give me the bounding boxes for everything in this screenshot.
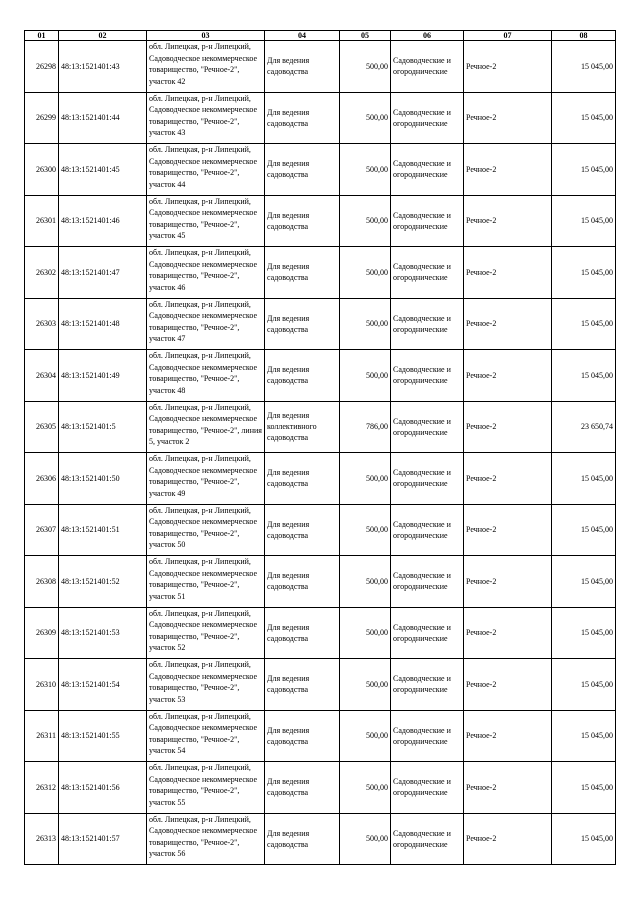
area-cell: 500,00 bbox=[340, 298, 391, 350]
address-text: обл. Липецкая, р-н Липецкий, Садоводческое некоммерческое товарищество, "Речное-2", участок 47 bbox=[149, 299, 258, 344]
address-text: обл. Липецкая, р-н Липецкий, Садоводческое некоммерческое товарищество, "Речное-2", линия 5, участок 2 bbox=[149, 402, 262, 447]
row-number-cell: 26302 bbox=[25, 247, 59, 299]
settlement-name-cell: Речное-2 bbox=[464, 607, 552, 659]
table-row bbox=[25, 144, 616, 196]
table-row bbox=[25, 762, 616, 814]
address-text: обл. Липецкая, р-н Липецкий, Садоводческое некоммерческое товарищество, "Речное-2", участок 54 bbox=[149, 711, 258, 756]
category-cell: Садоводческие и огороднические bbox=[391, 195, 464, 247]
category-cell: Садоводческие и огороднические bbox=[391, 247, 464, 299]
address-text: обл. Липецкая, р-н Липецкий, Садоводческое некоммерческое товарищество, "Речное-2", участок 51 bbox=[149, 557, 258, 601]
address-text: обл. Липецкая, р-н Липецкий, Садоводческое некоммерческое товарищество, "Речное-2", участок 45 bbox=[149, 196, 258, 241]
table-row bbox=[25, 813, 616, 865]
category-cell: Садоводческие и огороднические bbox=[391, 659, 464, 711]
settlement-name-cell: Речное-2 bbox=[464, 813, 552, 865]
cadastral-value-cell: 15 045,00 bbox=[552, 144, 616, 196]
cadastral-number-cell: 48:13:1521401:50 bbox=[59, 453, 147, 505]
address-text: обл. Липецкая, р-н Липецкий, Садоводческое некоммерческое товарищество, "Речное-2", участок 42 bbox=[149, 42, 258, 86]
area-cell: 500,00 bbox=[340, 453, 391, 505]
area-cell: 500,00 bbox=[340, 41, 391, 93]
address-cell bbox=[147, 762, 265, 814]
cadastral-number-cell: 48:13:1521401:51 bbox=[59, 504, 147, 556]
address-cell bbox=[147, 659, 265, 711]
row-number-cell: 26306 bbox=[25, 453, 59, 505]
settlement-name-cell: Речное-2 bbox=[464, 453, 552, 505]
row-number-cell: 26307 bbox=[25, 504, 59, 556]
table-row bbox=[25, 247, 616, 299]
settlement-name-cell: Речное-2 bbox=[464, 350, 552, 402]
cadastral-value-cell: 15 045,00 bbox=[552, 350, 616, 402]
address-text: обл. Липецкая, р-н Липецкий, Садоводческое некоммерческое товарищество, "Речное-2", участок 48 bbox=[149, 351, 258, 395]
cadastral-value-cell: 15 045,00 bbox=[552, 659, 616, 711]
address-cell bbox=[147, 41, 265, 93]
area-cell: 786,00 bbox=[340, 401, 391, 453]
settlement-name-cell: Речное-2 bbox=[464, 762, 552, 814]
address-cell bbox=[147, 144, 265, 196]
table-row bbox=[25, 401, 616, 453]
table-row bbox=[25, 710, 616, 762]
column-header: 07 bbox=[464, 31, 552, 41]
settlement-name-cell: Речное-2 bbox=[464, 401, 552, 453]
permitted-use-cell: Для ведения садоводства bbox=[265, 659, 340, 711]
settlement-name-cell: Речное-2 bbox=[464, 144, 552, 196]
area-cell: 500,00 bbox=[340, 504, 391, 556]
settlement-name-cell: Речное-2 bbox=[464, 92, 552, 144]
settlement-name-cell: Речное-2 bbox=[464, 195, 552, 247]
row-number-cell: 26299 bbox=[25, 92, 59, 144]
cadastral-number-cell: 48:13:1521401:53 bbox=[59, 607, 147, 659]
address-text: обл. Липецкая, р-н Липецкий, Садоводческое некоммерческое товарищество, "Речное-2", участок 56 bbox=[149, 814, 258, 859]
address-text: обл. Липецкая, р-н Липецкий, Садоводческое некоммерческое товарищество, "Речное-2", участок 44 bbox=[149, 145, 258, 189]
category-cell: Садоводческие и огороднические bbox=[391, 504, 464, 556]
cadastral-value-cell: 23 650,74 bbox=[552, 401, 616, 453]
settlement-name-cell: Речное-2 bbox=[464, 710, 552, 762]
table-row bbox=[25, 659, 616, 711]
permitted-use-cell: Для ведения садоводства bbox=[265, 504, 340, 556]
area-cell: 500,00 bbox=[340, 659, 391, 711]
cadastral-value-cell: 15 045,00 bbox=[552, 453, 616, 505]
area-cell: 500,00 bbox=[340, 350, 391, 402]
table-row bbox=[25, 504, 616, 556]
permitted-use-cell: Для ведения садоводства bbox=[265, 556, 340, 608]
category-cell: Садоводческие и огороднические bbox=[391, 556, 464, 608]
row-number-cell: 26309 bbox=[25, 607, 59, 659]
row-number-cell: 26312 bbox=[25, 762, 59, 814]
area-cell: 500,00 bbox=[340, 607, 391, 659]
cadastral-value-cell: 15 045,00 bbox=[552, 504, 616, 556]
row-number-cell: 26311 bbox=[25, 710, 59, 762]
area-cell: 500,00 bbox=[340, 195, 391, 247]
area-cell: 500,00 bbox=[340, 556, 391, 608]
column-header: 04 bbox=[265, 31, 340, 41]
cadastral-value-cell: 15 045,00 bbox=[552, 710, 616, 762]
cadastral-number-cell: 48:13:1521401:5 bbox=[59, 401, 147, 453]
column-header: 03 bbox=[147, 31, 265, 41]
address-text: обл. Липецкая, р-н Липецкий, Садоводческое некоммерческое товарищество, "Речное-2", участок 55 bbox=[149, 763, 258, 807]
header-row bbox=[25, 31, 616, 41]
column-header: 06 bbox=[391, 31, 464, 41]
permitted-use-cell: Для ведения садоводства bbox=[265, 144, 340, 196]
cadastral-value-cell: 15 045,00 bbox=[552, 92, 616, 144]
settlement-name-cell: Речное-2 bbox=[464, 298, 552, 350]
table-row bbox=[25, 92, 616, 144]
settlement-name-cell: Речное-2 bbox=[464, 41, 552, 93]
settlement-name-cell: Речное-2 bbox=[464, 247, 552, 299]
category-cell: Садоводческие и огороднические bbox=[391, 607, 464, 659]
category-cell: Садоводческие и огороднические bbox=[391, 401, 464, 453]
cadastral-number-cell: 48:13:1521401:49 bbox=[59, 350, 147, 402]
cadastral-number-cell: 48:13:1521401:44 bbox=[59, 92, 147, 144]
area-cell: 500,00 bbox=[340, 710, 391, 762]
category-cell: Садоводческие и огороднические bbox=[391, 350, 464, 402]
area-cell: 500,00 bbox=[340, 247, 391, 299]
category-cell: Садоводческие и огороднические bbox=[391, 298, 464, 350]
address-cell bbox=[147, 556, 265, 608]
address-cell bbox=[147, 247, 265, 299]
cadastral-value-cell: 15 045,00 bbox=[552, 247, 616, 299]
row-number-cell: 26303 bbox=[25, 298, 59, 350]
address-cell bbox=[147, 710, 265, 762]
row-number-cell: 26308 bbox=[25, 556, 59, 608]
category-cell: Садоводческие и огороднические bbox=[391, 41, 464, 93]
cadastral-value-cell: 15 045,00 bbox=[552, 607, 616, 659]
address-cell bbox=[147, 504, 265, 556]
cadastral-value-cell: 15 045,00 bbox=[552, 298, 616, 350]
address-cell bbox=[147, 453, 265, 505]
row-number-cell: 26300 bbox=[25, 144, 59, 196]
cadastral-number-cell: 48:13:1521401:48 bbox=[59, 298, 147, 350]
permitted-use-cell: Для ведения садоводства bbox=[265, 453, 340, 505]
address-text: обл. Липецкая, р-н Липецкий, Садоводческое некоммерческое товарищество, "Речное-2", участок 43 bbox=[149, 93, 258, 138]
address-text: обл. Липецкая, р-н Липецкий, Садоводческое некоммерческое товарищество, "Речное-2", участок 46 bbox=[149, 248, 258, 292]
table-row bbox=[25, 607, 616, 659]
address-text: обл. Липецкая, р-н Липецкий, Садоводческое некоммерческое товарищество, "Речное-2", участок 50 bbox=[149, 505, 258, 550]
cadastral-value-cell: 15 045,00 bbox=[552, 762, 616, 814]
area-cell: 500,00 bbox=[340, 144, 391, 196]
address-cell bbox=[147, 607, 265, 659]
category-cell: Садоводческие и огороднические bbox=[391, 144, 464, 196]
row-number-cell: 26313 bbox=[25, 813, 59, 865]
permitted-use-cell: Для ведения садоводства bbox=[265, 247, 340, 299]
cadastral-number-cell: 48:13:1521401:47 bbox=[59, 247, 147, 299]
table-row bbox=[25, 195, 616, 247]
row-number-cell: 26310 bbox=[25, 659, 59, 711]
category-cell: Садоводческие и огороднические bbox=[391, 453, 464, 505]
row-number-cell: 26298 bbox=[25, 41, 59, 93]
category-cell: Садоводческие и огороднические bbox=[391, 762, 464, 814]
address-text: обл. Липецкая, р-н Липецкий, Садоводческое некоммерческое товарищество, "Речное-2", участок 52 bbox=[149, 608, 258, 653]
address-cell bbox=[147, 813, 265, 865]
area-cell: 500,00 bbox=[340, 762, 391, 814]
permitted-use-cell: Для ведения садоводства bbox=[265, 41, 340, 93]
cadastral-number-cell: 48:13:1521401:57 bbox=[59, 813, 147, 865]
permitted-use-cell: Для ведения коллективного садоводства bbox=[265, 401, 340, 453]
cadastral-value-cell: 15 045,00 bbox=[552, 41, 616, 93]
column-header: 08 bbox=[552, 31, 616, 41]
settlement-name-cell: Речное-2 bbox=[464, 556, 552, 608]
permitted-use-cell: Для ведения садоводства bbox=[265, 710, 340, 762]
category-cell: Садоводческие и огороднические bbox=[391, 813, 464, 865]
row-number-cell: 26304 bbox=[25, 350, 59, 402]
cadastral-number-cell: 48:13:1521401:43 bbox=[59, 41, 147, 93]
table-row bbox=[25, 41, 616, 93]
permitted-use-cell: Для ведения садоводства bbox=[265, 298, 340, 350]
cadastral-value-cell: 15 045,00 bbox=[552, 195, 616, 247]
table-row bbox=[25, 350, 616, 402]
cadastral-value-cell: 15 045,00 bbox=[552, 556, 616, 608]
column-header: 01 bbox=[25, 31, 59, 41]
permitted-use-cell: Для ведения садоводства bbox=[265, 762, 340, 814]
settlement-name-cell: Речное-2 bbox=[464, 504, 552, 556]
row-number-cell: 26301 bbox=[25, 195, 59, 247]
address-text: обл. Липецкая, р-н Липецкий, Садоводческое некоммерческое товарищество, "Речное-2", участок 49 bbox=[149, 454, 258, 498]
table-row bbox=[25, 556, 616, 608]
category-cell: Садоводческие и огороднические bbox=[391, 92, 464, 144]
address-cell bbox=[147, 92, 265, 144]
cadastral-number-cell: 48:13:1521401:52 bbox=[59, 556, 147, 608]
cadastral-number-cell: 48:13:1521401:56 bbox=[59, 762, 147, 814]
table-row bbox=[25, 453, 616, 505]
column-header: 05 bbox=[340, 31, 391, 41]
permitted-use-cell: Для ведения садоводства bbox=[265, 350, 340, 402]
permitted-use-cell: Для ведения садоводства bbox=[265, 92, 340, 144]
column-header: 02 bbox=[59, 31, 147, 41]
cadastral-number-cell: 48:13:1521401:45 bbox=[59, 144, 147, 196]
permitted-use-cell: Для ведения садоводства bbox=[265, 607, 340, 659]
cadastral-number-cell: 48:13:1521401:46 bbox=[59, 195, 147, 247]
area-cell: 500,00 bbox=[340, 813, 391, 865]
cadastral-number-cell: 48:13:1521401:55 bbox=[59, 710, 147, 762]
address-cell bbox=[147, 298, 265, 350]
address-text: обл. Липецкая, р-н Липецкий, Садоводческое некоммерческое товарищество, "Речное-2", участок 53 bbox=[149, 660, 258, 704]
row-number-cell: 26305 bbox=[25, 401, 59, 453]
category-cell: Садоводческие и огороднические bbox=[391, 710, 464, 762]
permitted-use-cell: Для ведения садоводства bbox=[265, 195, 340, 247]
permitted-use-cell: Для ведения садоводства bbox=[265, 813, 340, 865]
settlement-name-cell: Речное-2 bbox=[464, 659, 552, 711]
address-cell bbox=[147, 350, 265, 402]
area-cell: 500,00 bbox=[340, 92, 391, 144]
cadastral-value-cell: 15 045,00 bbox=[552, 813, 616, 865]
table-row bbox=[25, 298, 616, 350]
cadastral-table bbox=[24, 30, 616, 865]
cadastral-number-cell: 48:13:1521401:54 bbox=[59, 659, 147, 711]
address-cell bbox=[147, 195, 265, 247]
address-cell bbox=[147, 401, 265, 453]
